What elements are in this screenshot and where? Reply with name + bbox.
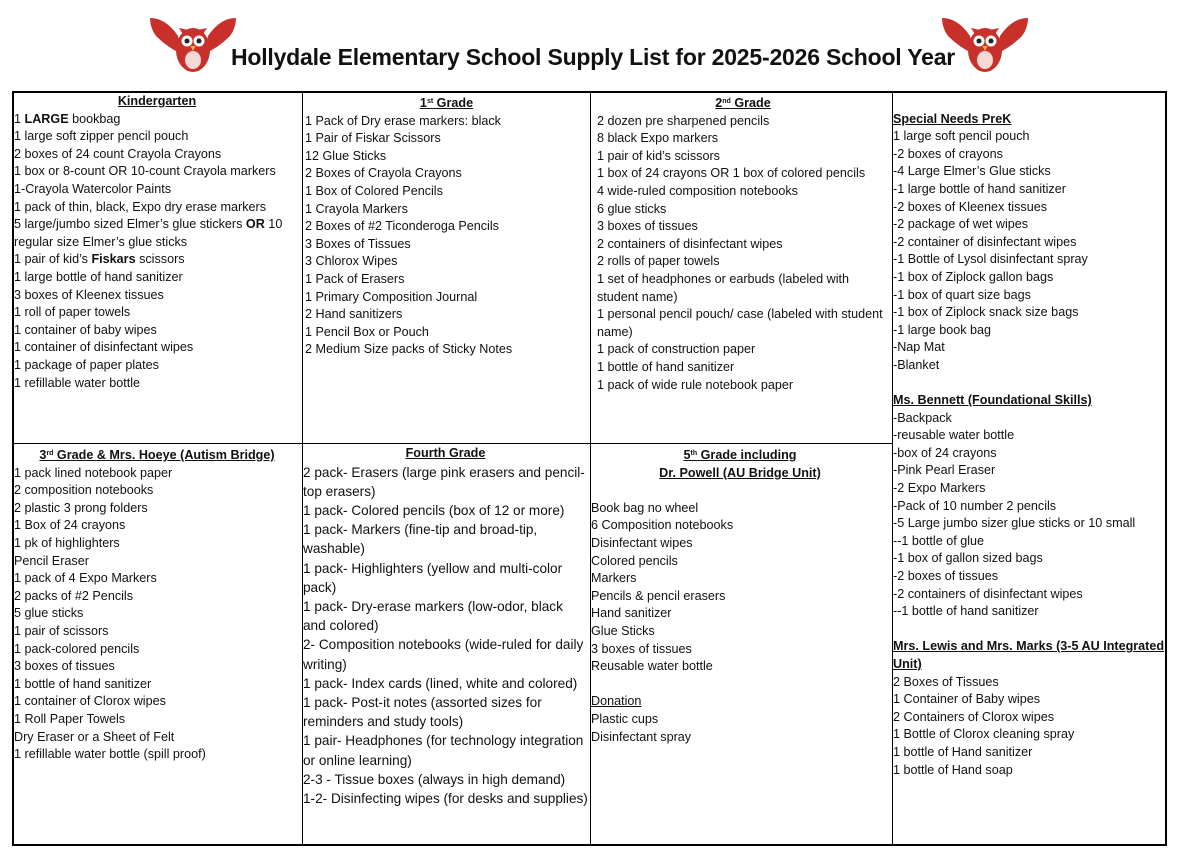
list-item: 1 pack- Highlighters (yellow and multi-color pack) bbox=[303, 560, 563, 595]
list-item: 2 Hand sanitizers bbox=[305, 307, 403, 322]
fifth-grade-list bbox=[591, 500, 889, 676]
item-text: 1-Crayola Watercolor Paints bbox=[14, 181, 172, 196]
item-text: 1 large soft zipper pencil pouch bbox=[14, 129, 189, 144]
second-grade-cell bbox=[597, 93, 889, 394]
list-item bbox=[14, 128, 300, 146]
item-text: 2 boxes of 24 count Crayola Crayons bbox=[14, 146, 222, 161]
item-text: 1 container of baby wipes bbox=[14, 322, 157, 337]
list-item: 1 pack- Markers (fine-tip and broad-tip, washable) bbox=[303, 522, 538, 557]
item-text: scissors bbox=[135, 252, 185, 267]
bold-text: OR bbox=[245, 217, 265, 232]
list-item: -2 boxes of crayons bbox=[893, 146, 1003, 161]
item-text: 3 boxes of Kleenex tissues bbox=[14, 287, 164, 302]
list-item: 1 pair- Headphones (for technology integration or online learning) bbox=[303, 733, 584, 768]
list-item: 8 black Expo markers bbox=[597, 131, 719, 146]
list-item: 6 Composition notebooks bbox=[591, 518, 734, 533]
list-item: Plastic cups bbox=[591, 711, 659, 726]
list-item: -2 boxes of Kleenex tissues bbox=[893, 199, 1048, 214]
second-grade-list bbox=[597, 113, 889, 395]
list-item: 1 large soft pencil pouch bbox=[893, 129, 1030, 144]
list-item bbox=[14, 339, 300, 357]
item-text: 1 refillable water bottle bbox=[14, 375, 141, 390]
list-item bbox=[14, 304, 300, 322]
list-item: 2- Composition notebooks (wide-ruled for daily writing) bbox=[303, 637, 584, 672]
list-item: 3 boxes of tissues bbox=[14, 659, 115, 674]
list-item: -1 large bottle of hand sanitizer bbox=[893, 181, 1066, 196]
kindergarten-heading: Kindergarten bbox=[117, 94, 197, 108]
list-item: 2 packs of #2 Pencils bbox=[14, 588, 134, 603]
list-item: Colored pencils bbox=[591, 553, 678, 568]
list-item: --1 bottle of hand sanitizer bbox=[893, 604, 1039, 619]
item-text: 10 regular size Elmer’s glue sticks bbox=[14, 217, 283, 249]
item-text: 5 large/jumbo sized Elmer’s glue stickers bbox=[14, 217, 246, 232]
third-grade-list bbox=[14, 465, 300, 764]
list-item: 2 containers of disinfectant wipes bbox=[597, 236, 783, 251]
list-item: Pencils & pencil erasers bbox=[591, 588, 726, 603]
list-item bbox=[14, 163, 300, 181]
list-item: Disinfectant wipes bbox=[591, 535, 693, 550]
list-item: -Blanket bbox=[893, 357, 940, 372]
list-item bbox=[14, 251, 300, 269]
list-item: 1 pack-colored pencils bbox=[14, 641, 140, 656]
list-item: 1 bottle of Hand soap bbox=[893, 762, 1013, 777]
list-item: 3 boxes of tissues bbox=[597, 219, 698, 234]
bennett-list bbox=[893, 410, 1165, 621]
list-item: 2-3 - Tissue boxes (always in high demand) bbox=[303, 771, 566, 787]
list-item: 2 rolls of paper towels bbox=[597, 254, 720, 269]
list-item: 2 dozen pre sharpened pencils bbox=[597, 113, 770, 128]
fifth-grade-heading: 5th Grade including bbox=[683, 448, 797, 462]
list-item: 3 Chlorox Wipes bbox=[305, 254, 398, 269]
first-grade-list bbox=[305, 113, 588, 359]
first-grade-heading: 1st Grade bbox=[419, 96, 474, 110]
list-item: 1 Pack of Dry erase markers: black bbox=[305, 113, 501, 128]
third-grade-heading: 3rd Grade & Mrs. Hoeye (Autism Bridge) bbox=[39, 448, 275, 462]
list-item: 12 Glue Sticks bbox=[305, 148, 387, 163]
list-item: Book bag no wheel bbox=[591, 500, 699, 515]
list-item: 1 refillable water bottle (spill proof) bbox=[14, 747, 206, 762]
list-item: -Pink Pearl Eraser bbox=[893, 463, 996, 478]
list-item: Reusable water bottle bbox=[591, 659, 713, 674]
list-item: 1 pack- Post-it notes (assorted sizes for reminders and study tools) bbox=[303, 695, 542, 730]
list-item: 1 pack- Index cards (lined, white and colored) bbox=[303, 675, 578, 691]
list-item: -Nap Mat bbox=[893, 340, 945, 355]
list-item: 1 Crayola Markers bbox=[305, 201, 408, 216]
third-grade-cell bbox=[14, 445, 300, 764]
list-item: 1 Box of 24 crayons bbox=[14, 518, 126, 533]
list-item: -1 large book bag bbox=[893, 322, 992, 337]
list-item: 3 boxes of tissues bbox=[591, 641, 692, 656]
kindergarten-cell bbox=[14, 93, 300, 392]
list-item: 1 pack- Colored pencils (box of 12 or more) bbox=[303, 503, 565, 518]
item-text: 1 container of disinfectant wipes bbox=[14, 340, 194, 355]
item-text: 1 box or 8-count OR 10-count Crayola markers bbox=[14, 164, 276, 179]
lewis-list bbox=[893, 674, 1165, 780]
list-item bbox=[14, 216, 300, 251]
list-item: 1 set of headphones or earbuds (labeled with student name) bbox=[597, 271, 850, 304]
list-item: 1 pack of 4 Expo Markers bbox=[14, 571, 157, 586]
list-item: -1 box of gallon sized bags bbox=[893, 551, 1043, 566]
list-item: 5 glue sticks bbox=[14, 606, 84, 621]
list-item: 1 Roll Paper Towels bbox=[14, 711, 126, 726]
item-text: 1 bbox=[14, 111, 25, 126]
list-item: Pencil Eraser bbox=[14, 553, 89, 568]
item-text: 1 roll of paper towels bbox=[14, 305, 131, 320]
list-item bbox=[14, 357, 300, 375]
list-item: 1 Pair of Fiskar Scissors bbox=[305, 131, 441, 146]
fourth-grade-heading: Fourth Grade bbox=[405, 446, 486, 460]
list-item bbox=[14, 322, 300, 340]
list-item: -1 Bottle of Lysol disinfectant spray bbox=[893, 252, 1088, 267]
item-text: 1 pair of kid’s bbox=[14, 252, 92, 267]
item-text: bookbag bbox=[68, 111, 121, 126]
list-item: -2 container of disinfectant wipes bbox=[893, 234, 1077, 249]
list-item: 1 Pencil Box or Pouch bbox=[305, 324, 429, 339]
item-text: 1 pack of thin, black, Expo dry erase markers bbox=[14, 199, 266, 214]
list-item: -2 package of wet wipes bbox=[893, 217, 1029, 232]
list-item: -5 Large jumbo sizer glue sticks or 10 small bbox=[893, 516, 1136, 531]
list-item: Disinfectant spray bbox=[591, 729, 692, 744]
list-item: 1 pk of highlighters bbox=[14, 535, 120, 550]
list-item: 1-2- Disinfecting wipes (for desks and supplies) bbox=[303, 791, 588, 807]
donation-heading: Donation bbox=[591, 694, 642, 709]
list-item: Glue Sticks bbox=[591, 623, 655, 638]
fifth-grade-subheading: Dr. Powell (AU Bridge Unit) bbox=[659, 465, 821, 480]
list-item: 1 bottle of Hand sanitizer bbox=[893, 744, 1033, 759]
first-grade-cell bbox=[305, 93, 588, 359]
list-item: 1 pack- Dry-erase markers (low-odor, black and colored) bbox=[303, 599, 563, 634]
list-item bbox=[14, 269, 300, 287]
fifth-grade-cell bbox=[591, 445, 889, 746]
list-item: -Pack of 10 number 2 pencils bbox=[893, 498, 1057, 513]
list-item: -reusable water bottle bbox=[893, 428, 1015, 443]
list-item: 2 Medium Size packs of Sticky Notes bbox=[305, 342, 513, 357]
fourth-grade-list bbox=[303, 463, 588, 809]
list-item: 1 box of 24 crayons OR 1 box of colored pencils bbox=[597, 166, 866, 181]
list-item bbox=[14, 375, 300, 393]
special-needs-heading: Special Needs PreK bbox=[893, 111, 1012, 126]
list-item: 1 Primary Composition Journal bbox=[305, 289, 478, 304]
list-item: 1 Container of Baby wipes bbox=[893, 692, 1041, 707]
lewis-heading: Mrs. Lewis and Mrs. Marks (3-5 AU Integrated Unit) bbox=[893, 639, 1165, 671]
fourth-grade-cell bbox=[303, 445, 588, 808]
item-text: 1 large bottle of hand sanitizer bbox=[14, 269, 183, 284]
kindergarten-list bbox=[14, 111, 300, 393]
list-item: -1 box of Ziplock gallon bags bbox=[893, 269, 1054, 284]
list-item: 1 pair of kid’s scissors bbox=[597, 148, 720, 163]
list-item: 2 plastic 3 prong folders bbox=[14, 500, 148, 515]
second-grade-heading: 2nd Grade bbox=[715, 96, 771, 110]
list-item: 2 Containers of Clorox wipes bbox=[893, 709, 1054, 724]
list-item bbox=[14, 111, 300, 129]
list-item: 1 Pack of Erasers bbox=[305, 271, 405, 286]
item-text: 1 package of paper plates bbox=[14, 357, 159, 372]
row-divider bbox=[12, 443, 892, 444]
list-item: 2 Boxes of Tissues bbox=[893, 674, 999, 689]
list-item: --1 bottle of glue bbox=[893, 533, 985, 548]
special-needs-cell bbox=[893, 93, 1165, 779]
list-item: 1 pack lined notebook paper bbox=[14, 465, 173, 480]
list-item: 1 pair of scissors bbox=[14, 623, 109, 638]
list-item: 1 bottle of hand sanitizer bbox=[14, 676, 152, 691]
list-item: Dry Eraser or a Sheet of Felt bbox=[14, 729, 175, 744]
list-item: 2 Boxes of Crayola Crayons bbox=[305, 166, 462, 181]
list-item: -2 boxes of tissues bbox=[893, 569, 998, 584]
list-item bbox=[14, 146, 300, 164]
list-item: -2 Expo Markers bbox=[893, 481, 986, 496]
list-item: -4 Large Elmer’s Glue sticks bbox=[893, 164, 1051, 179]
list-item: 1 bottle of hand sanitizer bbox=[597, 359, 735, 374]
donation-list bbox=[591, 711, 889, 746]
list-item: 6 glue sticks bbox=[597, 201, 667, 216]
list-item bbox=[14, 181, 300, 199]
list-item: 1 Bottle of Clorox cleaning spray bbox=[893, 727, 1075, 742]
list-item: 1 pack of wide rule notebook paper bbox=[597, 377, 794, 392]
list-item: 3 Boxes of Tissues bbox=[305, 236, 411, 251]
page-title: Hollydale Elementary School Supply List for 2025-2026 School Year bbox=[230, 44, 956, 70]
list-item: -1 box of quart size bags bbox=[893, 287, 1031, 302]
list-item: Markers bbox=[591, 571, 637, 586]
list-item: 1 pack of construction paper bbox=[597, 342, 756, 357]
list-item: 2 pack- Erasers (large pink erasers and pencil-top erasers) bbox=[303, 464, 585, 499]
list-item: 2 composition notebooks bbox=[14, 483, 154, 498]
list-item: Hand sanitizer bbox=[591, 606, 672, 621]
list-item: -2 containers of disinfectant wipes bbox=[893, 586, 1083, 601]
list-item bbox=[14, 287, 300, 305]
bennett-heading: Ms. Bennett (Foundational Skills) bbox=[893, 393, 1092, 408]
list-item: -1 box of Ziplock snack size bags bbox=[893, 305, 1079, 320]
list-item: 4 wide-ruled composition notebooks bbox=[597, 183, 798, 198]
list-item: 1 personal pencil pouch/ case (labeled with student name) bbox=[597, 307, 883, 339]
row-divider-end bbox=[1165, 443, 1167, 444]
list-item: -box of 24 crayons bbox=[893, 445, 997, 460]
bold-text: Fiskars bbox=[91, 252, 136, 267]
list-item bbox=[14, 199, 300, 217]
list-item: -Backpack bbox=[893, 410, 952, 425]
special-needs-list bbox=[893, 128, 1165, 374]
list-item: 1 container of Clorox wipes bbox=[14, 694, 166, 709]
bold-text: LARGE bbox=[24, 111, 69, 126]
list-item: 1 Box of Colored Pencils bbox=[305, 183, 443, 198]
list-item: 2 Boxes of #2 Ticonderoga Pencils bbox=[305, 219, 499, 234]
